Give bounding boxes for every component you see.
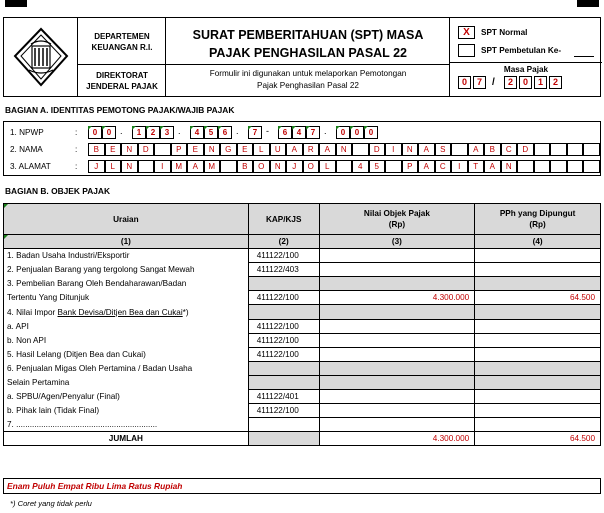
uraian-cell xyxy=(4,291,249,305)
kap-cell xyxy=(248,305,319,319)
uraian-cell xyxy=(4,333,249,347)
npwp-digit[interactable]: 0 xyxy=(364,126,378,139)
nama-char-cell[interactable]: S xyxy=(435,143,452,156)
nama-label: 2. NAMA xyxy=(10,145,43,154)
jumlah-kap xyxy=(248,432,319,446)
spt-normal-checkbox[interactable]: X xyxy=(458,26,475,39)
uraian-cell xyxy=(4,404,249,418)
col-header-kap: KAP/KJS xyxy=(248,204,319,235)
pph-cell[interactable] xyxy=(475,249,601,263)
alamat-char-cell[interactable]: J xyxy=(88,160,105,173)
table-row xyxy=(4,263,601,277)
nama-char-cell[interactable]: D xyxy=(138,143,155,156)
masa-tahun-digit[interactable]: 2 xyxy=(504,76,517,89)
alamat-char-cell[interactable] xyxy=(550,160,567,173)
title-box xyxy=(166,18,450,96)
section-b-title: BAGIAN B. OBJEK PAJAK xyxy=(5,186,111,196)
objek-pajak-table xyxy=(3,203,601,446)
npwp-digit[interactable]: 0 xyxy=(88,126,102,139)
nama-char-cell[interactable] xyxy=(352,143,369,156)
nama-char-cell[interactable] xyxy=(567,143,584,156)
nilai-objek-cell[interactable] xyxy=(319,263,475,277)
masa-tahun-digit[interactable]: 2 xyxy=(549,76,562,89)
alamat-char-cell[interactable]: A xyxy=(418,160,435,173)
col-num-2: (2) xyxy=(248,235,319,249)
ministry-emblem-icon xyxy=(11,26,71,88)
nilai-objek-cell[interactable] xyxy=(319,404,475,418)
uraian-text: 6. Penjualan Migas Oleh Pertamina / Badan Usaha xyxy=(7,363,193,373)
npwp-digit[interactable]: 7 xyxy=(248,126,262,139)
alamat-char-cell[interactable]: 4 xyxy=(352,160,369,173)
uraian-cell xyxy=(4,249,249,263)
nilai-objek-cell xyxy=(319,361,475,375)
alamat-char-cell[interactable] xyxy=(385,160,402,173)
uraian-cell xyxy=(4,263,249,277)
alamat-label: 3. ALAMAT xyxy=(10,162,51,171)
npwp-digit[interactable]: 0 xyxy=(336,126,350,139)
uraian-text: 4. Nilai Impor xyxy=(7,307,58,317)
uraian-underlined-text: Bank Devisa/Ditjen Bea dan Cukai xyxy=(57,307,183,317)
nama-char-cell[interactable]: N xyxy=(204,143,221,156)
nama-char-cell[interactable]: A xyxy=(468,143,485,156)
jumlah-label: JUMLAH xyxy=(4,432,249,446)
alamat-char-cell[interactable]: O xyxy=(253,160,270,173)
col-num-3: (3) xyxy=(319,235,475,249)
registration-mark-right xyxy=(577,0,599,7)
uraian-text: a. API xyxy=(7,321,29,331)
kap-cell: 411122/100 xyxy=(248,249,319,263)
nama-char-cell[interactable] xyxy=(534,143,551,156)
col-num-1: (1) xyxy=(4,235,249,249)
pph-cell[interactable]: 64.500 xyxy=(475,291,601,305)
uraian-cell xyxy=(4,375,249,389)
uraian-footnote-mark: *) xyxy=(182,307,189,317)
npwp-digit[interactable]: 6 xyxy=(218,126,232,139)
uraian-text: Selain Pertamina xyxy=(7,377,70,387)
section-a-title: BAGIAN A. IDENTITAS PEMOTONG PAJAK/WAJIB PAJAK xyxy=(5,105,235,115)
uraian-text: b. Non API xyxy=(7,335,47,345)
table-row xyxy=(4,418,601,432)
nilai-objek-cell[interactable] xyxy=(319,390,475,404)
alamat-char-cell[interactable] xyxy=(583,160,600,173)
registration-mark-left xyxy=(5,0,27,7)
npwp-digit[interactable]: 6 xyxy=(278,126,292,139)
uraian-text: 3. Pembelian Barang Oleh Bendaharawan/Badan xyxy=(7,279,187,289)
alamat-colon: : xyxy=(75,162,78,171)
kap-cell: 411122/100 xyxy=(248,319,319,333)
npwp-digit[interactable]: 0 xyxy=(350,126,364,139)
kap-cell: 411122/100 xyxy=(248,347,319,361)
table-row xyxy=(4,390,601,404)
npwp-digit[interactable]: 4 xyxy=(190,126,204,139)
dept-line-2: KEUANGAN R.I. xyxy=(91,43,153,52)
pph-cell xyxy=(475,361,601,375)
alamat-char-cell[interactable]: T xyxy=(468,160,485,173)
nama-char-cell[interactable]: G xyxy=(220,143,237,156)
masa-separator: / xyxy=(492,77,495,88)
uraian-cell xyxy=(4,347,249,361)
nilai-objek-cell[interactable] xyxy=(319,249,475,263)
uraian-text: b. Pihak lain (Tidak Final) xyxy=(7,406,100,416)
form-subtitle-line-1: Formulir ini digunakan untuk melaporkan Pemotongan xyxy=(209,69,407,78)
kap-cell xyxy=(248,418,319,432)
pph-cell[interactable] xyxy=(475,263,601,277)
nama-char-cell[interactable]: U xyxy=(270,143,287,156)
table-row xyxy=(4,333,601,347)
kap-cell: 411122/100 xyxy=(248,404,319,418)
table-row xyxy=(4,277,601,291)
npwp-separator: . xyxy=(236,126,239,136)
masa-tahun-digit[interactable]: 1 xyxy=(534,76,547,89)
nama-colon: : xyxy=(75,145,78,154)
uraian-cell xyxy=(4,305,249,319)
npwp-digit[interactable]: 3 xyxy=(160,126,174,139)
alamat-char-cell[interactable] xyxy=(534,160,551,173)
table-row xyxy=(4,347,601,361)
masa-bulan-digit[interactable]: 0 xyxy=(458,76,471,89)
alamat-char-cell[interactable]: C xyxy=(435,160,452,173)
npwp-digit[interactable]: 7 xyxy=(306,126,320,139)
jumlah-pph[interactable]: 64.500 xyxy=(475,432,601,446)
alamat-char-cell[interactable]: A xyxy=(187,160,204,173)
kap-cell: 411122/100 xyxy=(248,291,319,305)
masa-pajak-label: Masa Pajak xyxy=(503,65,549,74)
alamat-char-cell[interactable] xyxy=(138,160,155,173)
nilai-objek-cell xyxy=(319,305,475,319)
uraian-cell xyxy=(4,277,249,291)
dept-line-1: DEPARTEMEN xyxy=(94,32,150,41)
npwp-digit[interactable]: 0 xyxy=(102,126,116,139)
alamat-char-cell[interactable] xyxy=(567,160,584,173)
alamat-char-cell[interactable] xyxy=(220,160,237,173)
spt-type-box xyxy=(450,18,602,96)
nama-char-cell[interactable]: A xyxy=(418,143,435,156)
form-header xyxy=(3,17,601,97)
kap-cell xyxy=(248,361,319,375)
alamat-char-cell[interactable]: 5 xyxy=(369,160,386,173)
nama-char-cell[interactable]: E xyxy=(237,143,254,156)
alamat-char-cell[interactable]: M xyxy=(204,160,221,173)
nama-char-cell[interactable]: D xyxy=(369,143,386,156)
pph-cell[interactable] xyxy=(475,319,601,333)
alamat-char-cell[interactable]: P xyxy=(402,160,419,173)
nama-char-cell[interactable]: E xyxy=(187,143,204,156)
pph-cell[interactable] xyxy=(475,404,601,418)
nama-char-cell[interactable]: D xyxy=(517,143,534,156)
npwp-digit[interactable]: 4 xyxy=(292,126,306,139)
pph-cell[interactable] xyxy=(475,418,601,432)
alamat-char-cell[interactable]: O xyxy=(303,160,320,173)
department-box xyxy=(78,18,166,96)
table-row xyxy=(4,291,601,305)
pph-cell[interactable] xyxy=(475,390,601,404)
npwp-separator: . xyxy=(324,126,327,136)
nama-char-cell[interactable]: I xyxy=(385,143,402,156)
pph-cell[interactable] xyxy=(475,347,601,361)
kap-cell: 411122/100 xyxy=(248,333,319,347)
pph-cell xyxy=(475,375,601,389)
nilai-objek-cell[interactable]: 4.300.000 xyxy=(319,291,475,305)
uraian-text: 7. .............................................................. xyxy=(7,420,158,430)
form-subtitle-line-2: Pajak Penghasilan Pasal 22 xyxy=(257,81,359,90)
nama-char-cell[interactable]: B xyxy=(88,143,105,156)
table-row xyxy=(4,404,601,418)
spt-pembetulan-checkbox[interactable] xyxy=(458,44,475,57)
npwp-separator: . xyxy=(120,126,123,136)
nama-char-cell[interactable] xyxy=(154,143,171,156)
form-title-line-1: SURAT PEMBERITAHUAN (SPT) MASA xyxy=(192,28,424,42)
alamat-char-cell[interactable]: N xyxy=(501,160,518,173)
spt-pembetulan-label: SPT Pembetulan Ke- xyxy=(481,46,562,55)
table-row xyxy=(4,319,601,333)
nilai-objek-cell[interactable] xyxy=(319,319,475,333)
nilai-objek-cell xyxy=(319,375,475,389)
nilai-objek-cell xyxy=(319,277,475,291)
col-num-4: (4) xyxy=(475,235,601,249)
npwp-colon: : xyxy=(75,128,78,137)
table-row xyxy=(4,361,601,375)
kap-cell: 411122/401 xyxy=(248,390,319,404)
uraian-cell xyxy=(4,418,249,432)
uraian-cell xyxy=(4,319,249,333)
npwp-separator: . xyxy=(178,126,181,136)
spt-normal-label: SPT Normal xyxy=(481,28,528,37)
alamat-char-cell[interactable]: N xyxy=(270,160,287,173)
nama-char-cell[interactable]: A xyxy=(286,143,303,156)
nama-char-cell[interactable] xyxy=(583,143,600,156)
dir-line-2: JENDERAL PAJAK xyxy=(86,82,158,91)
nama-char-cell[interactable]: L xyxy=(253,143,270,156)
terbilang-text[interactable]: Enam Puluh Empat Ribu Lima Ratus Rupiah xyxy=(3,478,601,494)
footnote: *) Coret yang tidak perlu xyxy=(10,499,92,508)
npwp-digit[interactable]: 1 xyxy=(132,126,146,139)
table-row xyxy=(4,375,601,389)
alamat-char-cell[interactable]: A xyxy=(484,160,501,173)
alamat-char-cell[interactable] xyxy=(517,160,534,173)
alamat-char-cell[interactable]: I xyxy=(451,160,468,173)
col-header-nilai: Nilai Objek Pajak (Rp) xyxy=(319,204,475,235)
uraian-text: a. SPBU/Agen/Penyalur (Final) xyxy=(7,392,120,402)
npwp-separator: - xyxy=(266,126,269,136)
nilai-objek-cell[interactable] xyxy=(319,347,475,361)
alamat-char-cell[interactable]: B xyxy=(237,160,254,173)
uraian-text: Tertentu Yang Ditunjuk xyxy=(7,293,90,303)
uraian-text: 2. Penjualan Barang yang tergolong Sangat Mewah xyxy=(7,265,195,275)
alamat-char-cell[interactable]: L xyxy=(319,160,336,173)
pph-cell xyxy=(475,305,601,319)
jumlah-nilai[interactable]: 4.300.000 xyxy=(319,432,475,446)
kap-cell xyxy=(248,375,319,389)
pph-cell xyxy=(475,277,601,291)
nama-char-cell[interactable]: A xyxy=(319,143,336,156)
masa-tahun-digit[interactable]: 0 xyxy=(519,76,532,89)
nilai-objek-cell[interactable] xyxy=(319,333,475,347)
alamat-char-cell[interactable]: J xyxy=(286,160,303,173)
alamat-char-cell[interactable] xyxy=(336,160,353,173)
alamat-char-cell[interactable]: L xyxy=(105,160,122,173)
uraian-text: 1. Badan Usaha Industri/Eksportir xyxy=(7,251,130,261)
alamat-char-cell[interactable]: M xyxy=(171,160,188,173)
col-header-uraian: Uraian xyxy=(4,204,249,235)
nilai-objek-cell[interactable] xyxy=(319,418,475,432)
kap-cell xyxy=(248,277,319,291)
pph-cell[interactable] xyxy=(475,333,601,347)
nama-char-cell[interactable]: N xyxy=(121,143,138,156)
alamat-char-cell[interactable]: N xyxy=(121,160,138,173)
uraian-cell xyxy=(4,361,249,375)
col-header-pph: PPh yang Dipungut (Rp) xyxy=(475,204,601,235)
masa-bulan-digit[interactable]: 7 xyxy=(473,76,486,89)
uraian-cell xyxy=(4,390,249,404)
nama-char-cell[interactable] xyxy=(550,143,567,156)
logo-box xyxy=(4,18,78,96)
nama-char-cell[interactable]: N xyxy=(336,143,353,156)
nama-char-cell[interactable]: R xyxy=(303,143,320,156)
uraian-text: 5. Hasil Lelang (Ditjen Bea dan Cukai) xyxy=(7,349,146,359)
npwp-digit[interactable]: 2 xyxy=(146,126,160,139)
npwp-digit[interactable]: 5 xyxy=(204,126,218,139)
nama-char-cell[interactable]: N xyxy=(402,143,419,156)
nama-char-cell[interactable]: C xyxy=(501,143,518,156)
kap-cell: 411122/403 xyxy=(248,263,319,277)
nama-char-cell[interactable]: P xyxy=(171,143,188,156)
table-row xyxy=(4,249,601,263)
nama-char-cell[interactable]: B xyxy=(484,143,501,156)
npwp-label: 1. NPWP xyxy=(10,128,44,137)
table-row xyxy=(4,305,601,319)
form-title-line-2: PAJAK PENGHASILAN PASAL 22 xyxy=(209,46,407,60)
nama-char-cell[interactable] xyxy=(451,143,468,156)
alamat-char-cell[interactable]: I xyxy=(154,160,171,173)
nama-char-cell[interactable]: E xyxy=(105,143,122,156)
dir-line-1: DIREKTORAT xyxy=(96,71,148,80)
